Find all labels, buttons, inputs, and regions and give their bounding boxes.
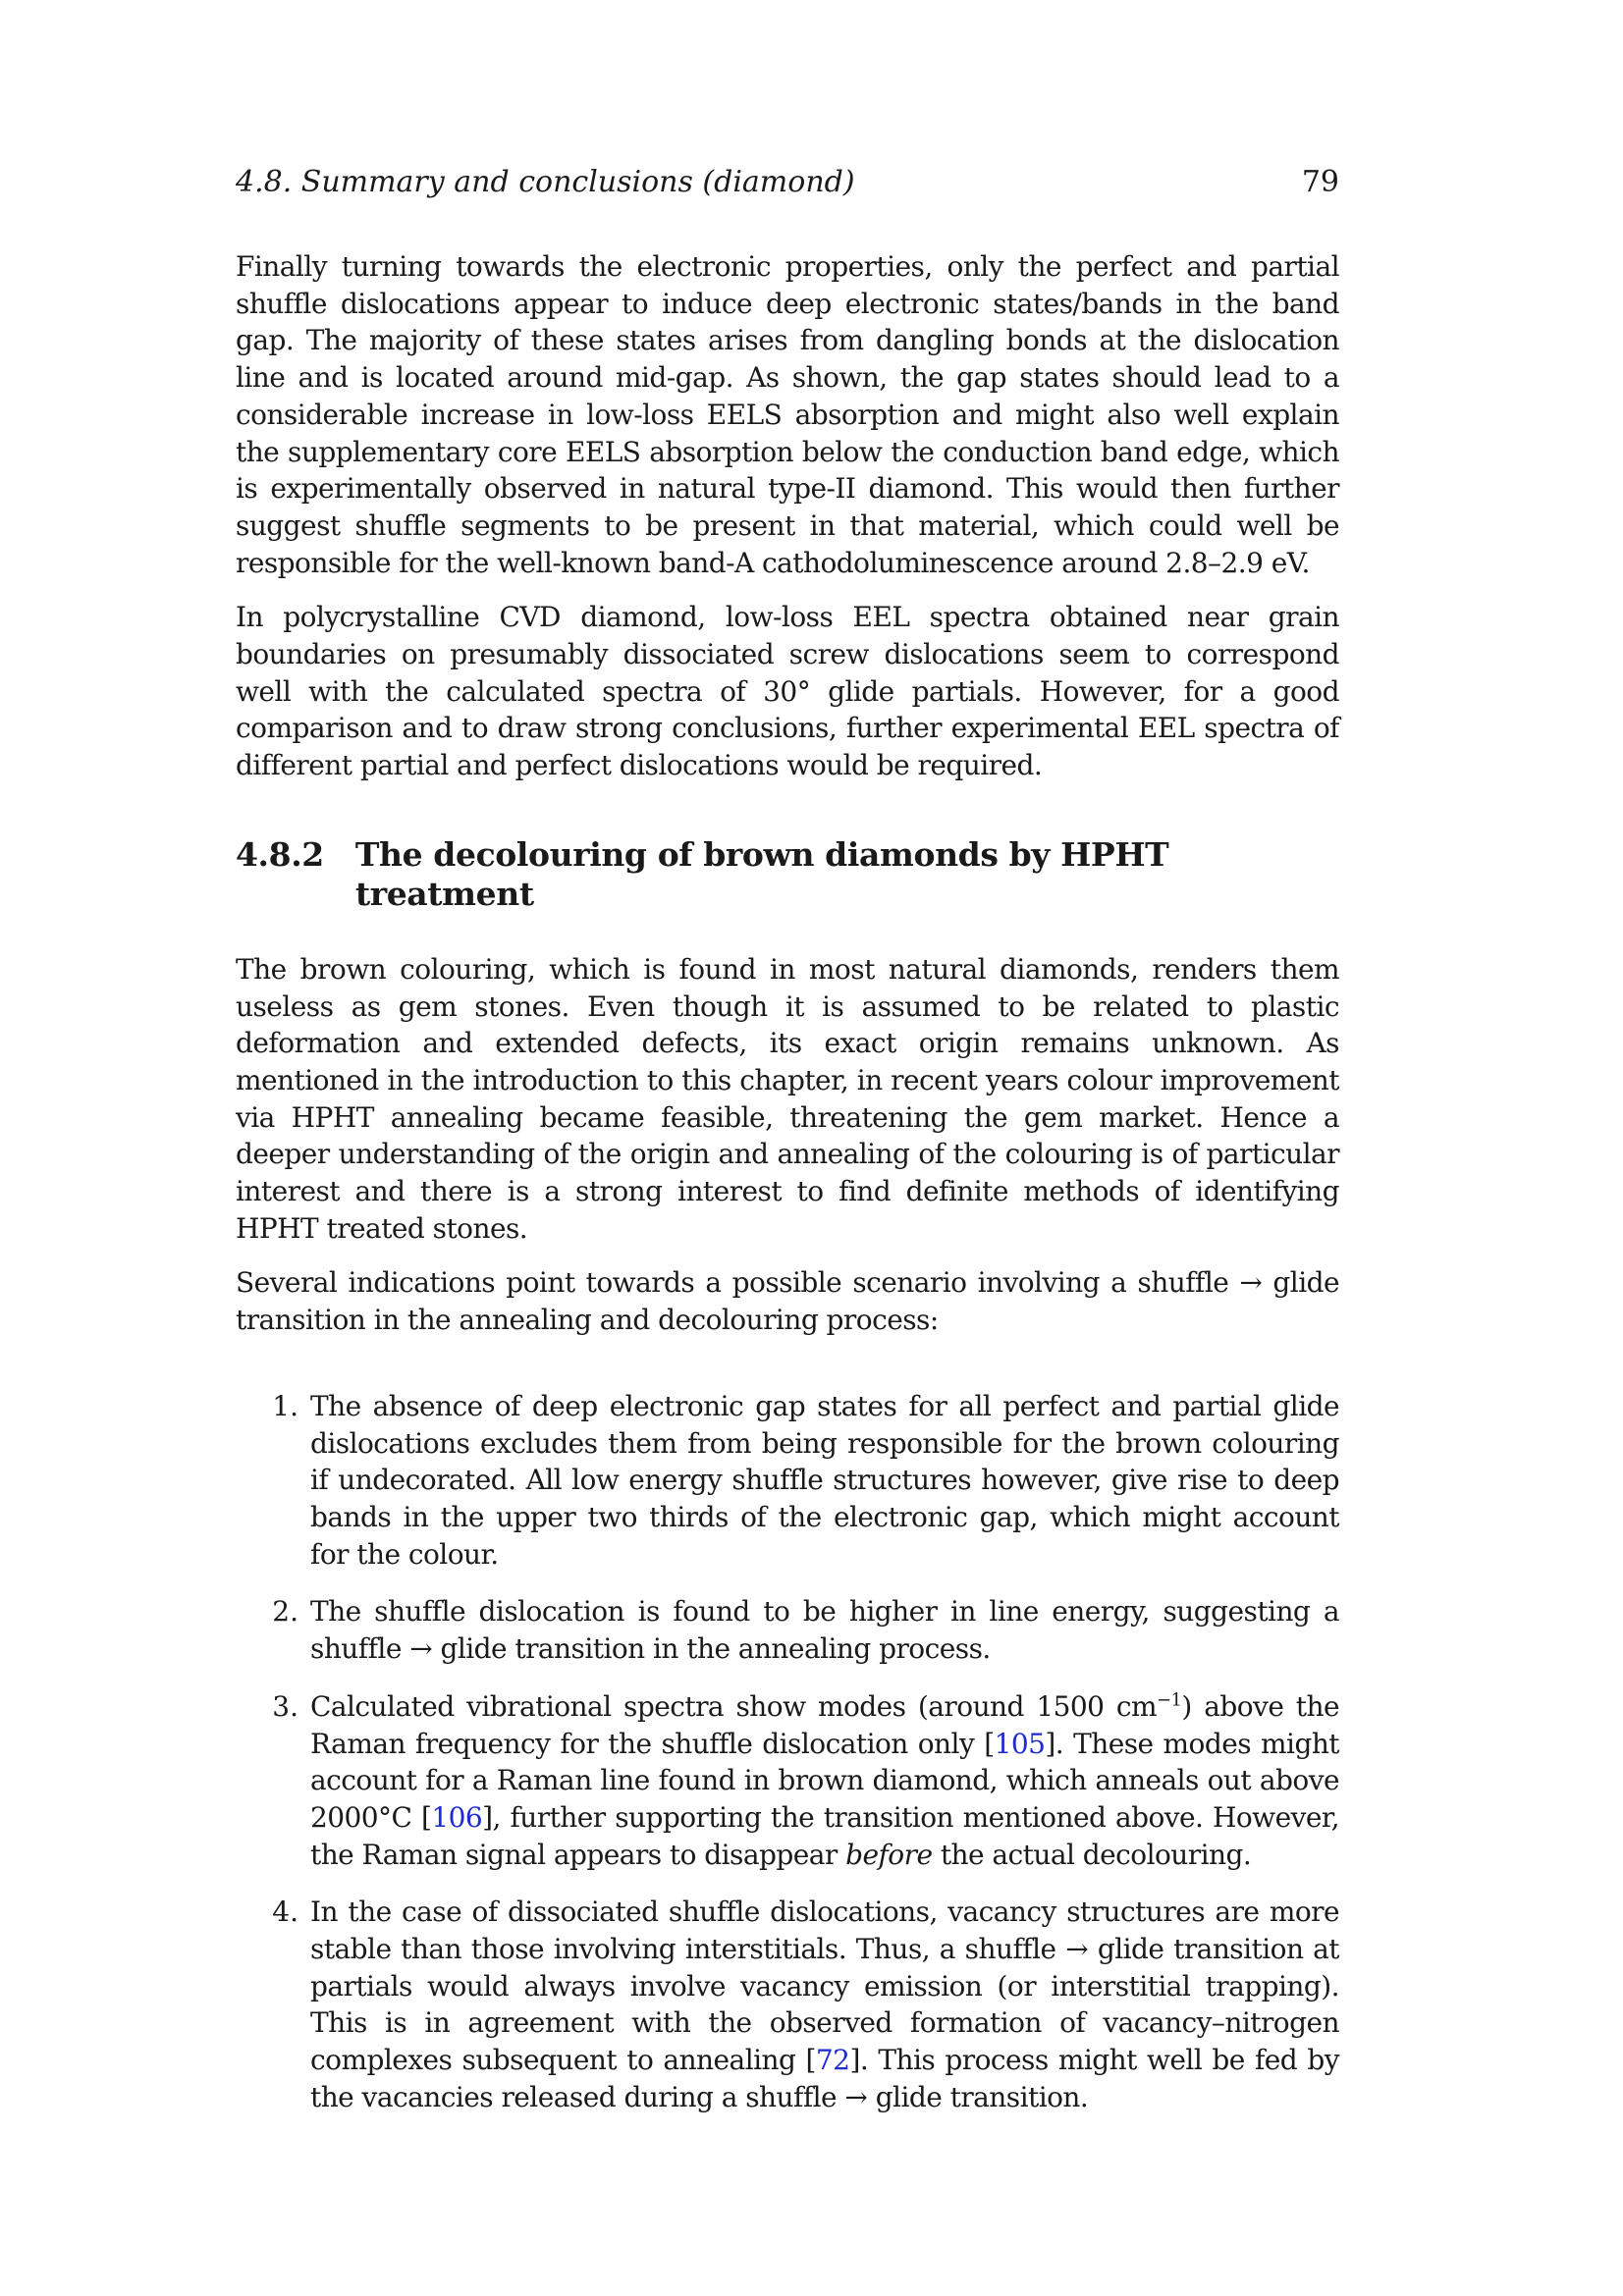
- text-run: Calculated vibrational spectra show modes (around 1500 cm: [310, 1689, 1157, 1723]
- paragraph-electronic-properties: Finally turning towards the electronic properties, only the perfect and partial shuffle dislocations appear to induce deep electronic states/bands in the band gap. The majority of these states arises from dangling bonds at the dislocation line and is located around mid-gap. As shown, the gap states should lead to a considerable increase in low-loss EELS absorption and might also well explain the supplementary core EELS absorption below the conduction band edge, which is experimentally observed in natural type-II diamond. This would then further suggest shuffle segments to be present in that material, which could well be responsible for the well-known band-A cathodoluminescence around 2.8–2.9 eV.: [236, 250, 1339, 579]
- list-item: [236, 1894, 1339, 2115]
- list-item-number: 1.: [272, 1389, 298, 1422]
- section-title: The decolouring of brown diamonds by HPHT treatment: [354, 834, 1169, 913]
- text-run: ]. These modes might account for a Raman line found in brown diamond, which anneals out above 2000°C [: [310, 1727, 1339, 1834]
- indications-list: [236, 1388, 1339, 2116]
- citation-link[interactable]: 72: [815, 2044, 850, 2077]
- list-item: [236, 1593, 1339, 1667]
- text-run: ) above the Raman frequency for the shuffle dislocation only [: [310, 1689, 1339, 1760]
- list-item-number: 2.: [272, 1595, 298, 1629]
- section-heading: [236, 835, 1339, 914]
- section-number: 4.8.2: [236, 834, 324, 874]
- paragraph-brown-colouring: The brown colouring, which is found in most natural diamonds, renders them useless as gem stones. Even though it is assumed to be related to plastic deformation and extended defects, its exact origin remains unknown. As mentioned in the introduction to this chapter, in recent years colour improvement via HPHT annealing became feasible, threatening the gem market. Hence a deeper understanding of the origin and annealing of the colouring is of particular interest and there is a strong interest to find definite methods of identifying HPHT treated stones.: [236, 952, 1339, 1245]
- list-item-text: [310, 1894, 1339, 2115]
- paragraph-cvd-diamond: In polycrystalline CVD diamond, low-loss EEL spectra obtained near grain boundaries on presumably dissociated screw dislocations seem to correspond well with the calculated spectra of 30° glide partials. However, for a good comparison and to draw strong conclusions, further experimental EEL spectra of different partial and perfect dislocations would be required.: [236, 601, 1339, 782]
- list-item-number: 4.: [272, 1896, 298, 1929]
- text-run: In the case of dissociated shuffle dislocations, vacancy structures are more stable than those involving interstitials. Thus, a shuffle → glide transition at partials would always involve vacancy emission (or interstitial trapping). This is in agreement with the observed formation of vacancy–nitrogen complexes subsequent to annealing [: [310, 1896, 1339, 2077]
- page-number: 79: [1301, 165, 1339, 199]
- running-header: [236, 165, 1339, 200]
- list-item-text: The shuffle dislocation is found to be higher in line energy, suggesting a shuffle → glide transition in the annealing process.: [310, 1595, 1339, 1666]
- list-item: [236, 1688, 1339, 1874]
- page-content: [236, 165, 1339, 2137]
- citation-link[interactable]: 105: [994, 1727, 1046, 1760]
- text-run: the actual decolouring.: [932, 1838, 1252, 1871]
- list-item: [236, 1388, 1339, 1574]
- superscript-exponent: −1: [1156, 1689, 1182, 1711]
- list-item-text: The absence of deep electronic gap states for all perfect and partial glide dislocations excludes them from being responsible for the brown colouring if undecorated. All low energy shuffle structures however, give rise to deep bands in the upper two thirds of the electronic gap, which might account for the colour.: [310, 1389, 1339, 1571]
- text-run: ]. This process might well be fed by the vacancies released during a shuffle → glide transition.: [310, 2044, 1339, 2113]
- list-item-number: 3.: [272, 1689, 298, 1723]
- citation-link[interactable]: 106: [431, 1800, 483, 1834]
- emphasis: before: [845, 1838, 933, 1871]
- text-run: ], further supporting the transition mentioned above. However, the Raman signal appears to disappear: [310, 1800, 1339, 1871]
- paragraph-indications: Several indications point towards a possible scenario involving a shuffle → glide transition in the annealing and decolouring process:: [236, 1266, 1339, 1337]
- list-item-text: [310, 1688, 1339, 1874]
- chapter-section-title: 4.8. Summary and conclusions (diamond): [236, 165, 855, 199]
